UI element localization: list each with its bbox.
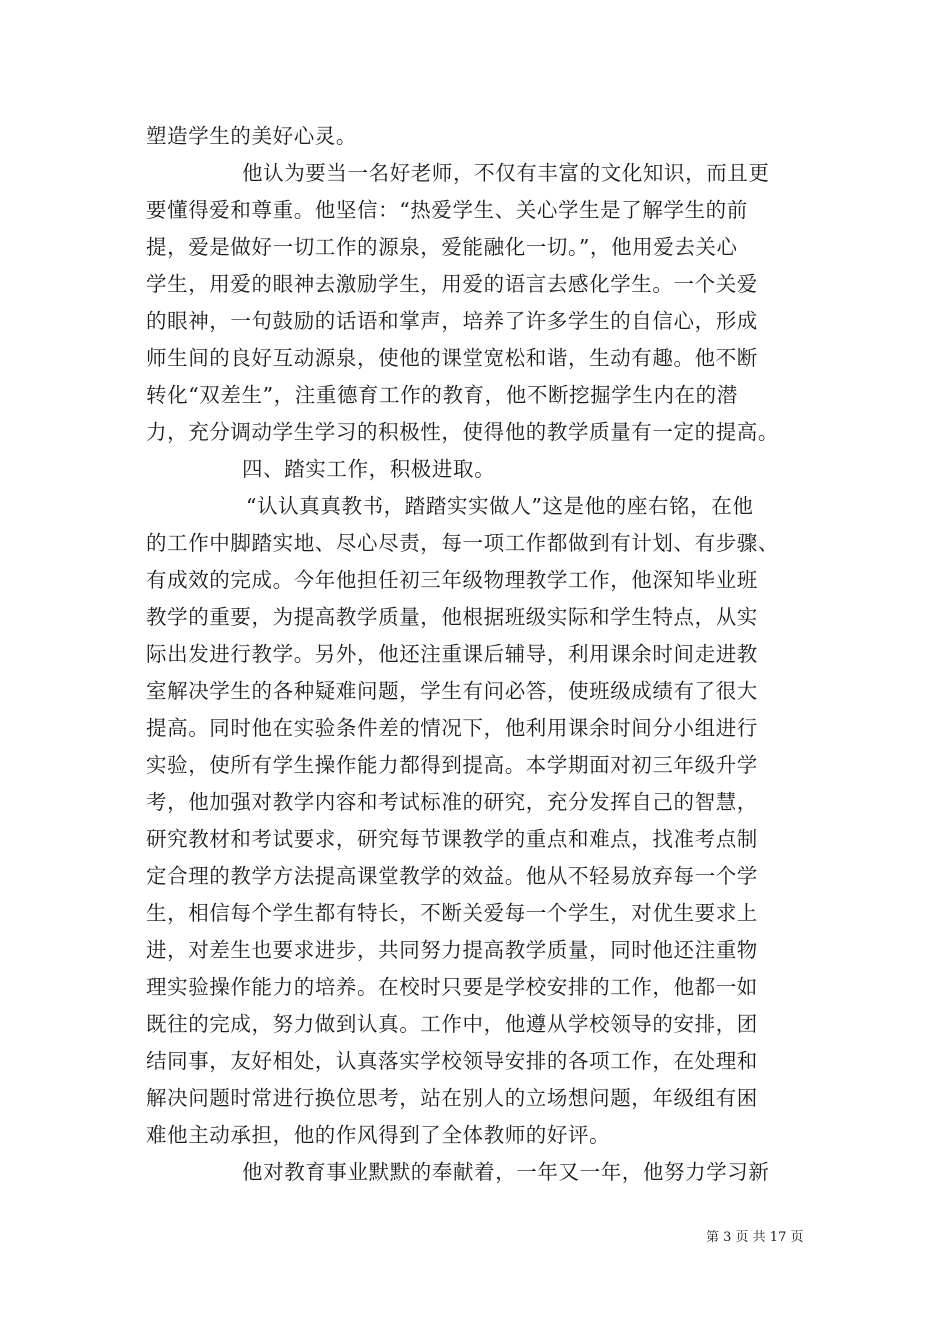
text-line: 塑造学生的美好心灵。 <box>146 124 357 148</box>
text-line: 师生间的良好互动源泉，使他的课堂宽松和谐，生动有趣。他不断 <box>146 346 758 370</box>
text-line: 的眼神，一句鼓励的话语和掌声，培养了许多学生的自信心，形成 <box>146 309 758 333</box>
text-line: 解决问题时常进行换位思考，站在别人的立场想问题，年级组有困 <box>146 1086 758 1110</box>
text-line: 既往的完成，努力做到认真。工作中，他遵从学校领导的安排，团 <box>146 1012 758 1036</box>
page-number-footer: 第 3 页 共 17 页 <box>706 1230 804 1245</box>
text-line: 提，爱是做好一切工作的源泉，爱能融化一切。”，他用爱去关心 <box>146 235 738 259</box>
text-line: 实验，使所有学生操作能力都得到提高。本学期面对初三年级升学 <box>146 753 758 777</box>
paragraph-start-line: 他对教育事业默默的奉献着，一年又一年，他努力学习新 <box>242 1160 770 1184</box>
text-line: 室解决学生的各种疑难问题，学生有问必答，使班级成绩有了很大 <box>146 679 758 703</box>
text-line: 学生，用爱的眼神去激励学生，用爱的语言去感化学生。一个关爱 <box>146 272 758 296</box>
text-line: 力，充分调动学生学习的积极性，使得他的教学质量有一定的提高。 <box>146 420 779 444</box>
section-heading: 四、踏实工作，积极进取。 <box>242 457 496 481</box>
text-line: 际出发进行教学。另外，他还注重课后辅导，利用课余时间走进教 <box>146 642 758 666</box>
text-line: 转化“双差生”，注重德育工作的教育，他不断挖掘学生内在的潜 <box>146 383 738 407</box>
paragraph-start-line: 他认为要当一名好老师，不仅有丰富的文化知识，而且更 <box>242 161 770 185</box>
text-line: 有成效的完成。今年他担任初三年级物理教学工作，他深知毕业班 <box>146 568 758 592</box>
text-line: 生，相信每个学生都有特长，不断关爱每一个学生，对优生要求上 <box>146 901 758 925</box>
text-line: 研究教材和考试要求，研究每节课教学的重点和难点，找准考点制 <box>146 827 758 851</box>
text-line: 提高。同时他在实验条件差的情况下，他利用课余时间分小组进行 <box>146 716 758 740</box>
text-line: 难他主动承担，他的作风得到了全体教师的好评。 <box>146 1123 611 1147</box>
text-line: 教学的重要，为提高教学质量，他根据班级实际和学生特点，从实 <box>146 605 758 629</box>
text-line: 结同事，友好相处，认真落实学校领导安排的各项工作，在处理和 <box>146 1049 758 1073</box>
text-line: 理实验操作能力的培养。在校时只要是学校安排的工作，他都一如 <box>146 975 758 999</box>
text-line: 要懂得爱和尊重。他坚信：“热爱学生、关心学生是了解学生的前 <box>146 198 748 222</box>
text-line: 的工作中脚踏实地、尽心尽责，每一项工作都做到有计划、有步骤、 <box>146 531 779 555</box>
text-line: 考，他加强对教学内容和考试标准的研究，充分发挥自己的智慧， <box>146 790 758 814</box>
text-line: 定合理的教学方法提高课堂教学的效益。他从不轻易放弃每一个学 <box>146 864 758 888</box>
paragraph-start-line: “认认真真教书，踏踏实实做人”这是他的座右铭，在他 <box>246 494 754 518</box>
text-line: 进，对差生也要求进步，共同努力提高教学质量，同时他还注重物 <box>146 938 758 962</box>
